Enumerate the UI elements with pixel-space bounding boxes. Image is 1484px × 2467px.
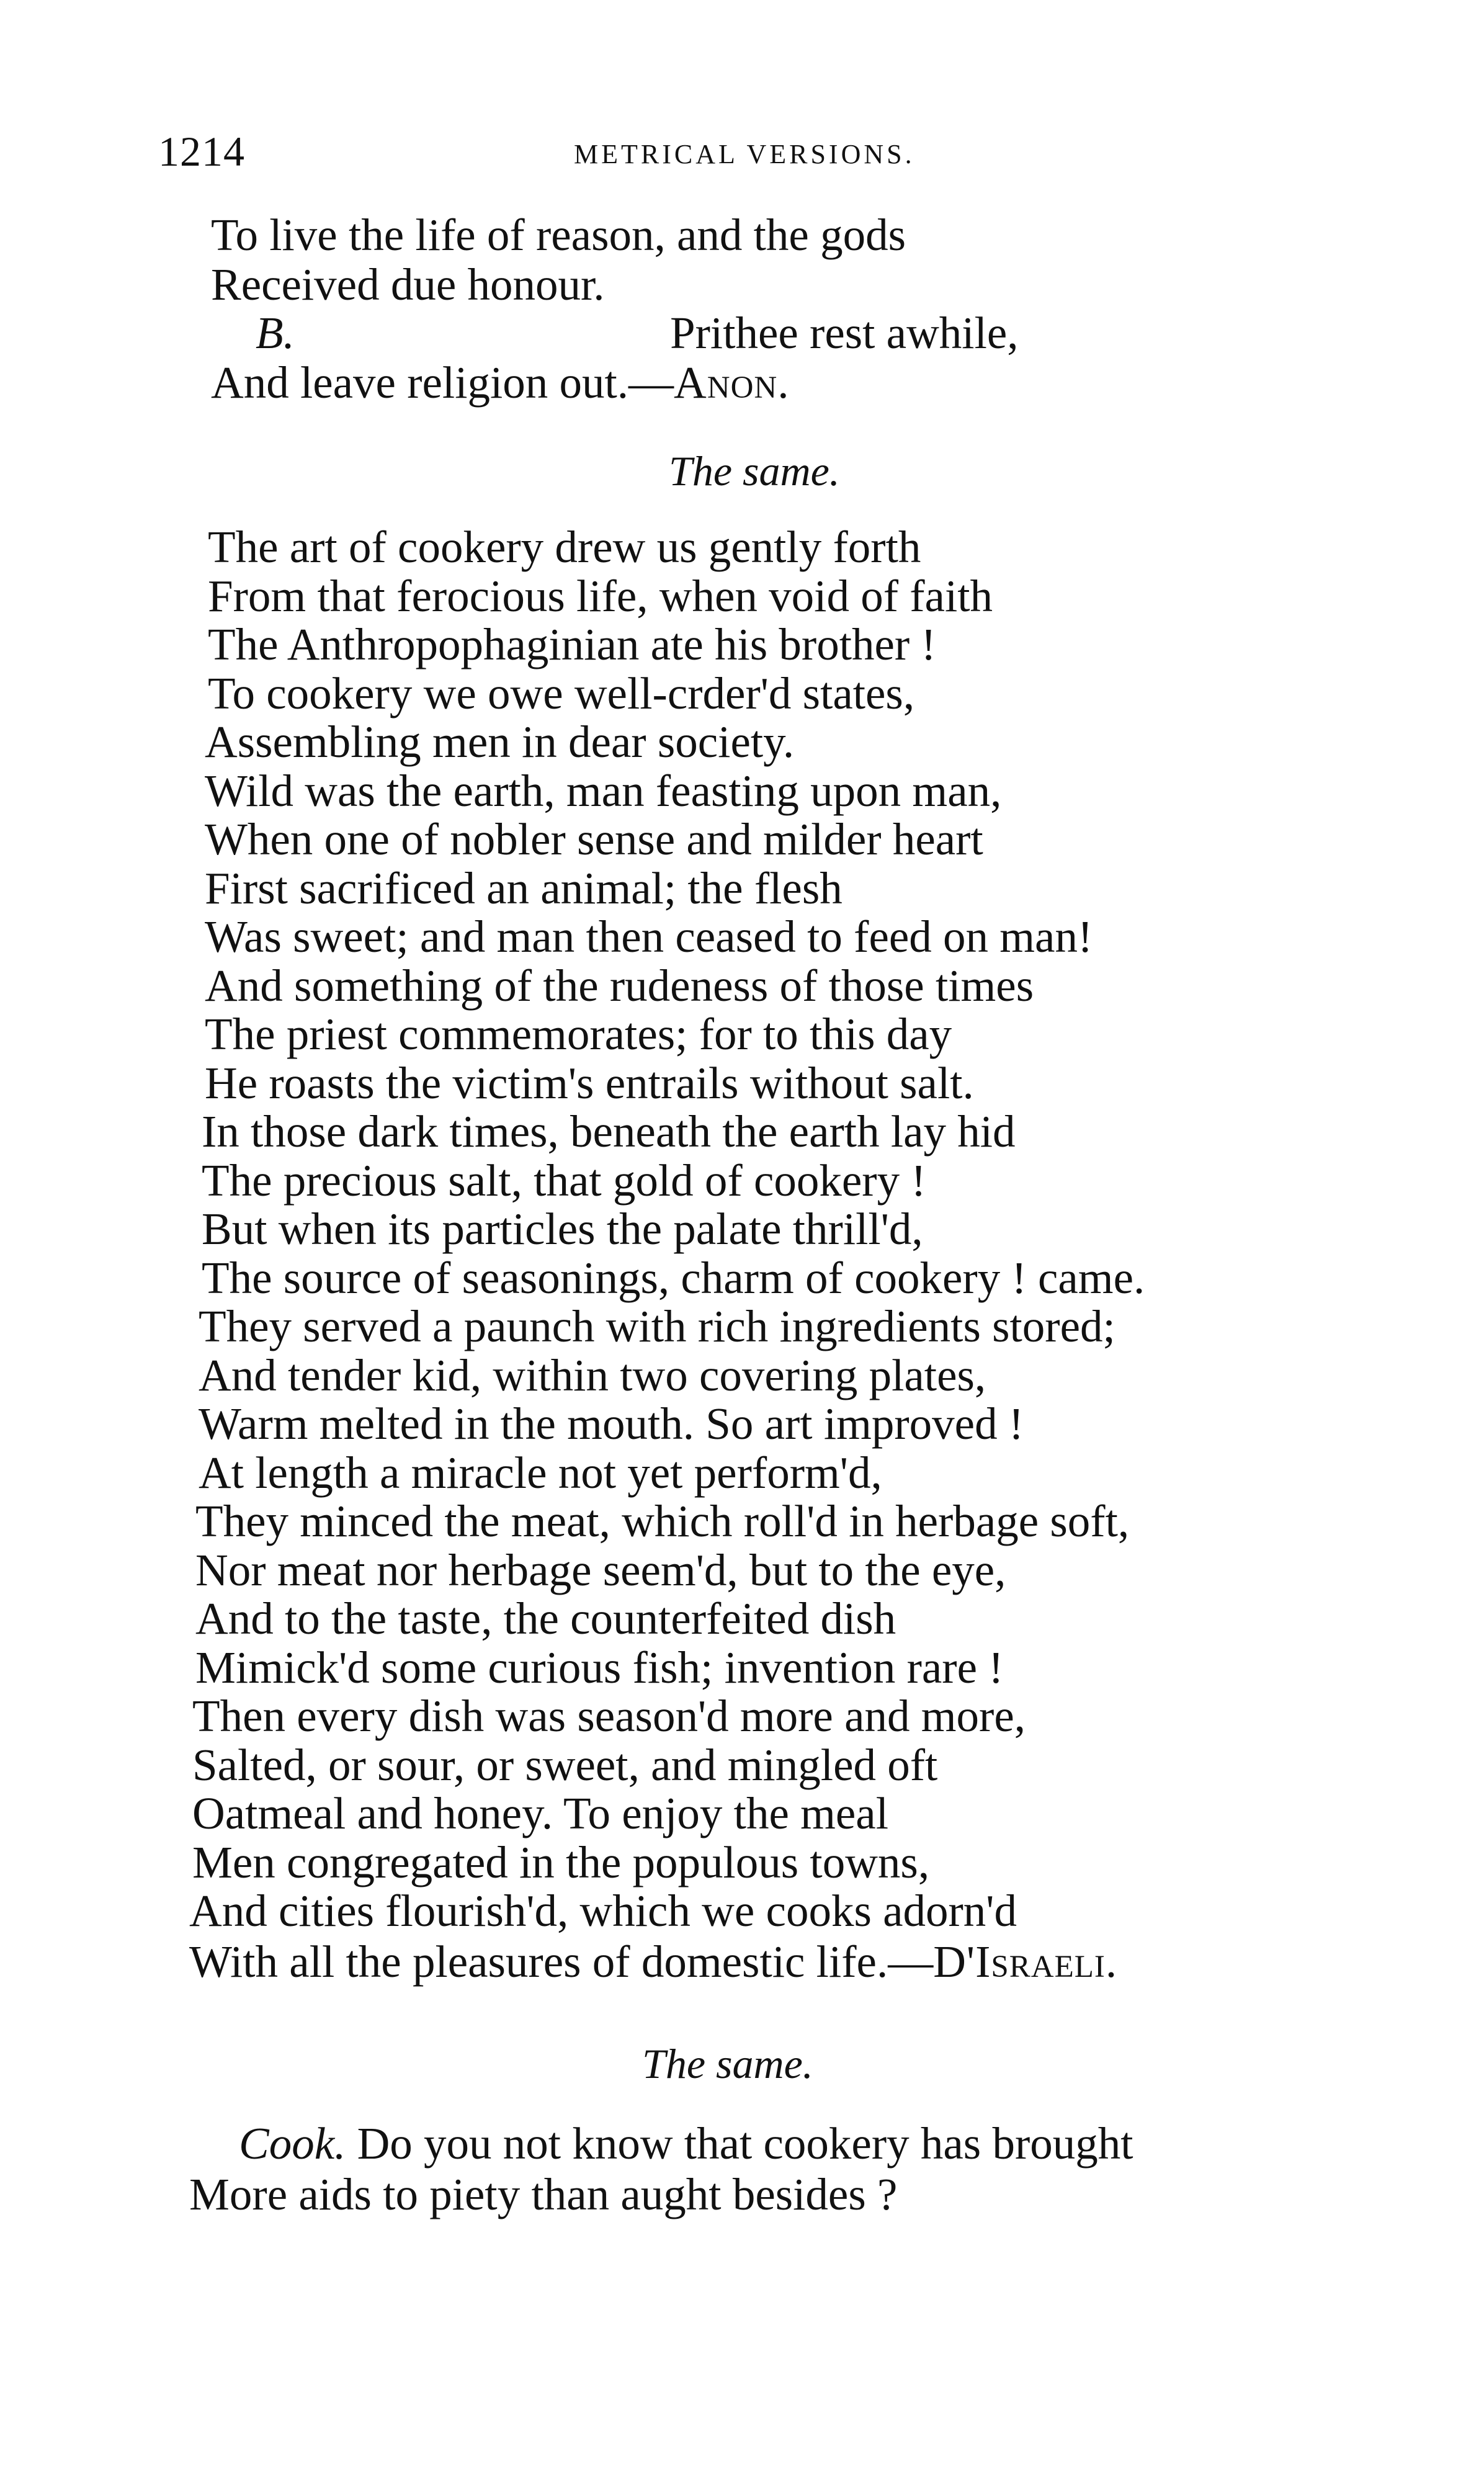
poem-line: Salted, or sour, or sweet, and mingled oft [192, 1740, 938, 1790]
section-title-2: The same. [642, 2040, 813, 2087]
cook-line-1-text: Do you not know that cookery has brought [357, 2118, 1133, 2169]
poem-line: The precious salt, that gold of cookery ! [202, 1155, 926, 1206]
poem-line: The source of seasonings, charm of cookery ! came. [202, 1253, 1145, 1303]
intro-line-3: Prithee rest awhile, [670, 308, 1019, 358]
poem-line: Then every dish was season'd more and more, [192, 1691, 1026, 1741]
poem-line: And to the taste, the counterfeited dish [195, 1593, 896, 1644]
poem-line: They served a paunch with rich ingredients stored; [199, 1301, 1115, 1351]
attribution-disraeli: D'Israeli. [933, 1936, 1118, 1987]
poem-line: And cities flourish'd, which we cooks adorn'd [189, 1886, 1017, 1936]
poem-line: Oatmeal and honey. To enjoy the meal [192, 1788, 888, 1838]
poem-last-line-text: With all the pleasures of domestic life.— [189, 1936, 934, 1987]
speaker-cook: Cook. [239, 2118, 346, 2169]
poem-line: Assembling men in dear society. [205, 717, 795, 767]
poem-line: Warm melted in the mouth. So art improved ! [199, 1399, 1024, 1449]
poem-line: And something of the rudeness of those times [205, 960, 1034, 1011]
poem-line: First sacrificed an animal; the flesh [205, 863, 843, 913]
poem-line: In those dark times, beneath the earth lay hid [202, 1106, 1016, 1157]
intro-line-4 [211, 357, 790, 408]
speaker-b: B. [256, 308, 295, 358]
section-title-1: The same. [669, 447, 840, 495]
poem-line: But when its particles the palate thrill'd, [202, 1204, 923, 1254]
page-number: 1214 [158, 128, 245, 175]
poem-line: Was sweet; and man then ceased to feed on man! [205, 911, 1093, 962]
intro-line-4-text: And leave religion out.— [211, 357, 674, 408]
poem-line: He roasts the victim's entrails without salt. [205, 1058, 974, 1108]
running-head: METRICAL VERSIONS. [574, 139, 915, 169]
poem-line: Wild was the earth, man feasting upon man, [205, 766, 1002, 816]
attribution-anon: Anon. [674, 357, 790, 408]
poem-line: From that ferocious life, when void of faith [208, 571, 993, 621]
poem-line: Mimick'd some curious fish; invention rare ! [195, 1642, 1004, 1693]
intro-line-2: Received due honour. [211, 259, 605, 310]
intro-line-1: To live the life of reason, and the gods [211, 210, 906, 260]
poem-line: Men congregated in the populous towns, [192, 1837, 930, 1887]
poem-line: The Anthropophaginian ate his brother ! [208, 619, 936, 669]
poem-line: The art of cookery drew us gently forth [208, 522, 921, 572]
poem-line: To cookery we owe well-crder'd states, [208, 668, 915, 719]
poem-line: The priest commemorates; for to this day [205, 1009, 952, 1059]
poem-line: At length a miracle not yet perform'd, [199, 1448, 882, 1498]
cook-line-2: More aids to piety than aught besides ? [189, 2169, 898, 2219]
poem-line: And tender kid, within two covering plates, [199, 1350, 986, 1400]
poem-line: They minced the meat, which roll'd in herbage soft, [195, 1496, 1130, 1546]
poem-last-line [189, 1936, 1118, 1987]
page-header [158, 127, 965, 177]
cook-line-1 [239, 2118, 1133, 2169]
poem-line: When one of nobler sense and milder heart [205, 814, 983, 864]
poem-line: Nor meat nor herbage seem'd, but to the eye, [195, 1545, 1006, 1595]
